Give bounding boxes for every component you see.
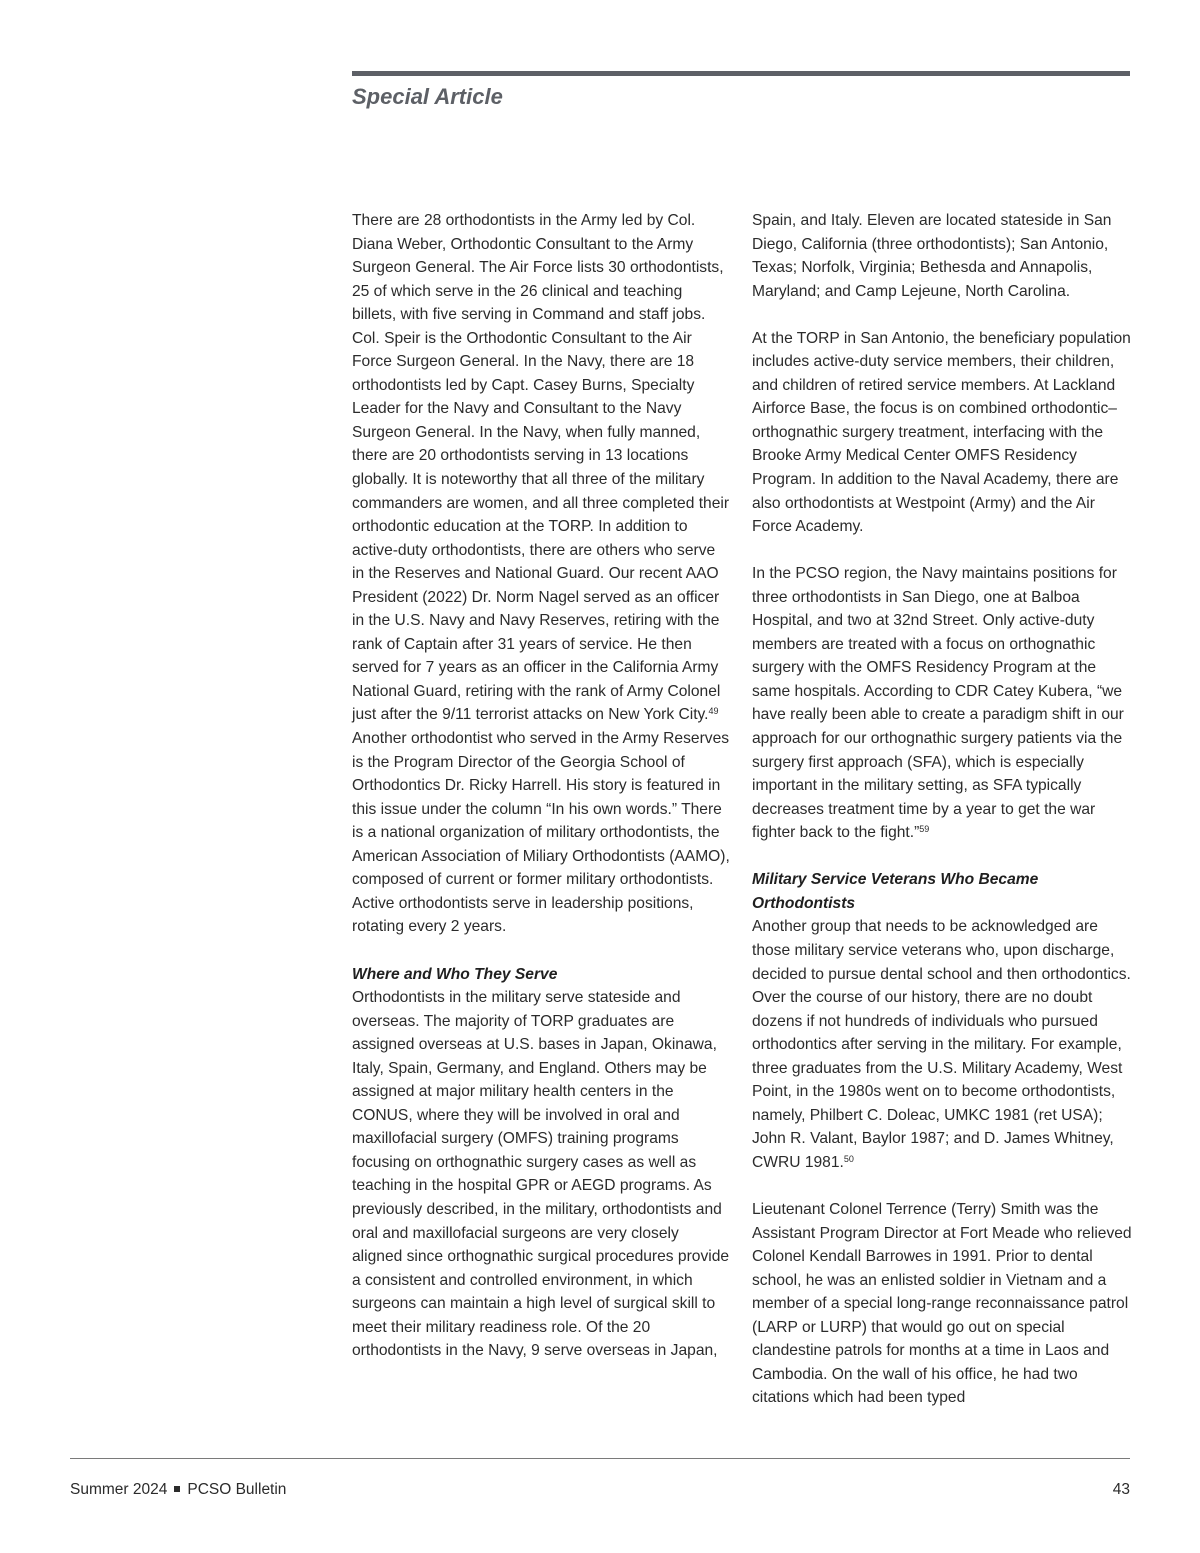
- square-bullet-icon: [174, 1486, 180, 1492]
- body-paragraph: Spain, and Italy. Eleven are located stateside in San Diego, California (three orthodontists); San Antonio, Texas; Norfolk, Virginia; Bethesda and Annapolis, Maryland; and Camp Lejeune, North Carolina.: [752, 212, 1112, 300]
- body-paragraph: [352, 209, 730, 939]
- footer-issue-line: [70, 1481, 286, 1499]
- body-paragraph: [752, 915, 1132, 1174]
- body-paragraph: Lieutenant Colonel Terrence (Terry) Smith was the Assistant Program Director at Fort Meade who relieved Colonel Kendall Barrowes in 1991. Prior to dental school, he was an enlisted soldier in Vietnam and a member of a special long-range reconnaissance patrol (LARP or LURP) that would go out on special clandestine patrols for months at a time in Laos and Cambodia. On the wall of his office, he had two citations which had been typed: [752, 1200, 1132, 1407]
- header-rule: [352, 71, 1130, 76]
- right-column: [752, 209, 1132, 1410]
- page-number: 43: [1112, 1481, 1130, 1498]
- subheading: Where and Who They Serve: [352, 965, 558, 983]
- paragraph-text: Another group that needs to be acknowledged are those military service veterans who, upon discharge, decided to pursue dental school and then orthodontics. Over the course of our history, there are no doubt dozens if not hundreds of individuals who pursued orthodontics after serving in the military. For example, three graduates from the U.S. Military Academy, West Point, in the 1980s went on to become orthodontists, namely, Philbert C. Doleac, UMKC 1981 (ret USA); John R. Valant, Baylor 1987; and D. James Whitney, CWRU 1981.: [752, 918, 1131, 1171]
- reference-superscript: 50: [843, 1153, 854, 1164]
- paragraph-text: In the PCSO region, the Navy maintains positions for three orthodontists in San Diego, one at Balboa Hospital, and two at 32nd Street. Only active-duty members are treated with a focus on orthognathic surgery with the OMFS Residency Program at the same hospitals. According to CDR Catey Kubera, “we have really been able to create a paradigm shift in our approach for our orthognathic surgery patients via the surgery first approach (SFA), which is especially important in the military setting, as SFA typically decreases treatment time by a year to get the war fighter back to the fight.”: [752, 565, 1124, 842]
- reference-superscript: 49: [708, 706, 719, 717]
- left-column: [352, 209, 730, 1363]
- footer-issue: Summer 2024: [70, 1481, 168, 1498]
- footer-rule: [70, 1458, 1130, 1459]
- body-paragraph: At the TORP in San Antonio, the beneficiary population includes active-duty service members, their children, and children of retired service members. At Lackland Airforce Base, the focus is on combined orthodontic–orthognathic surgery treatment, interfacing with the Brooke Army Medical Center OMFS Residency Program. In addition to the Naval Academy, there are also orthodontists at Westpoint (Army) and the Air Force Academy.: [752, 329, 1131, 536]
- section-label: Special Article: [352, 84, 503, 109]
- paragraph-text: Another orthodontist who served in the Army Reserves is the Program Director of the Georgia School of Orthodontics Dr. Ricky Harrell. His story is featured in this issue under the column “In his own words.” There is a national organization of military orthodontists, the American Association of Miliary Orthodontists (AAMO), composed of current or former military orthodontists. Active orthodontists serve in leadership positions, rotating every 2 years.: [352, 730, 730, 936]
- body-paragraph: Orthodontists in the military serve stateside and overseas. The majority of TORP graduates are assigned overseas at U.S. bases in Japan, Okinawa, Italy, Spain, Germany, and England. Others may be assigned at major military health centers in the CONUS, where they will be involved in oral and maxillofacial surgery (OMFS) training programs focusing on orthognathic surgery cases as well as teaching in the hospital GPR or AEGD programs. As previously described, in the military, orthodontists and oral and maxillofacial surgeons are very closely aligned since orthognathic surgical procedures provide a consistent and controlled environment, in which surgeons can maintain a high level of surgical skill to meet their military readiness role. Of the 20 orthodontists in the Navy, 9 serve overseas in Japan,: [352, 989, 730, 1360]
- subheading: Military Service Veterans Who Became Orthodontists: [752, 871, 1039, 912]
- footer-publication: PCSO Bulletin: [187, 1481, 287, 1498]
- paragraph-text: There are 28 orthodontists in the Army led by Col. Diana Weber, Orthodontic Consultant to the Army Surgeon General. The Air Force lists 30 orthodontists, 25 of which serve in the 26 clinical and teaching billets, with five serving in Command and staff jobs. Col. Speir is the Orthodontic Consultant to the Air Force Surgeon General. In the Navy, there are 18 orthodontists led by Capt. Casey Burns, Specialty Leader for the Navy and Consultant to the Navy Surgeon General. In the Navy, when fully manned, there are 20 orthodontists serving in 13 locations globally. It is noteworthy that all three of the military commanders are women, and all three completed their orthodontic education at the TORP. In addition to active-duty orthodontists, there are others who serve in the Reserves and National Guard. Our recent AAO President (2022) Dr. Norm Nagel served as an officer in the U.S. Navy and Navy Reserves, retiring with the rank of Captain after 31 years of service. He then served for 7 years as an officer in the California Army National Guard, retiring with the rank of Army Colonel just after the 9/11 terrorist attacks on New York City.: [352, 212, 730, 724]
- body-paragraph: [752, 562, 1132, 845]
- reference-superscript: 59: [919, 824, 930, 835]
